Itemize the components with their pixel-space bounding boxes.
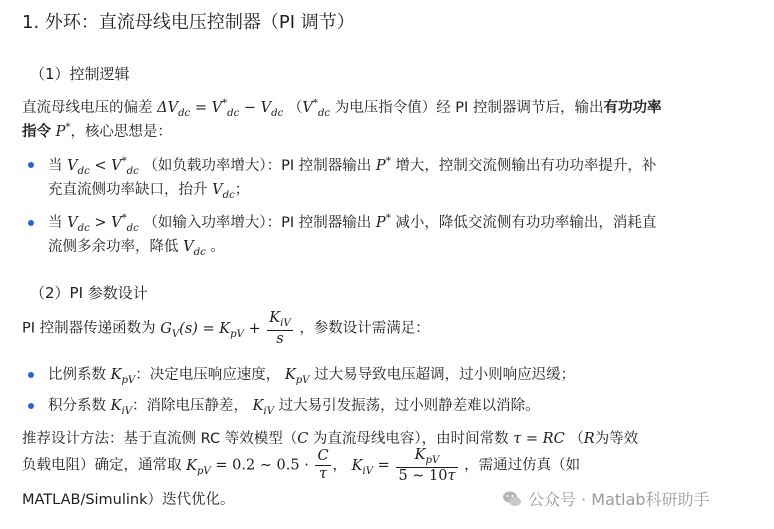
recommendation-line3: MATLAB/Simulink）迭代优化。 bbox=[22, 492, 235, 508]
bullet-dot bbox=[28, 220, 34, 226]
recommendation-line2: 负载电阻）确定，通常取 $K_{pV} = 0.2$ ∼ 0.5 · $\frac{C}{\tau}$ ， $K_{iV}$ = $\frac{K_{pV}}{5 \sim 10\tau}$ ，需通过仿真（如 bbox=[22, 447, 581, 484]
subsection-title-logic: （1）控制逻辑 bbox=[30, 65, 130, 83]
bullet-dot bbox=[28, 403, 34, 409]
recommendation-line1: 推荐设计方法：基于直流侧 RC 等效模型（C 为直流母线电容），由时间常数 τ = RC （R为等效 bbox=[22, 431, 639, 447]
list-item-undervoltage-cont: 充直流侧功率缺口，抬升 $V_{dc}$； bbox=[48, 182, 250, 201]
list-item-kp: 比例系数 $K_{pV}$：决定电压响应速度， $K_{pV}$ 过大易导致电压超调，过小则响应迟缓； bbox=[48, 367, 576, 386]
list-item-undervoltage: 当 $V_{dc} < V^*_{dc}$ （如负载功率增大）：PI 控制器输出 P* 增大，控制交流侧输出有功功率提升，补 bbox=[48, 156, 657, 177]
section-heading: 1. 外环：直流母线电压控制器（PI 调节） bbox=[22, 12, 355, 33]
watermark-text: 公众号 · Matlab科研助手 bbox=[528, 490, 710, 509]
list-item-overvoltage-cont: 流侧多余功率，降低 $V_{dc}$ 。 bbox=[48, 239, 225, 258]
list-item-ki: 积分系数 $K_{iV}$：消除电压静差， $K_{iV}$ 过大易引发振荡，过小则静差难以消除。 bbox=[48, 398, 540, 417]
bullet-dot bbox=[28, 162, 34, 168]
subsection-title-pi-design: （2）PI 参数设计 bbox=[30, 284, 148, 302]
paragraph-logic-line1: 直流母线电压的偏差 $\Delta V_{dc} = V^*_{dc} - V_{dc}$ （$V^*_{dc}$ 为电压指令值）经 PI 控制器调节后，输出有功功率 bbox=[22, 98, 662, 119]
paragraph-transfer-function: PI 控制器传递函数为 $G_V(s) = K_{pV}$ + $\frac{K_{iV}}{s}$ ，参数设计需满足： bbox=[22, 310, 430, 347]
wechat-icon bbox=[502, 489, 522, 509]
bullet-dot bbox=[28, 372, 34, 378]
paragraph-logic-line2: 指令 P*，核心思想是： bbox=[22, 122, 172, 140]
list-item-overvoltage: 当 $V_{dc} > V^*_{dc}$ （如输入功率增大）：PI 控制器输出 P* 减小，降低交流侧有功功率输出，消耗直 bbox=[48, 213, 657, 234]
watermark bbox=[502, 487, 710, 510]
